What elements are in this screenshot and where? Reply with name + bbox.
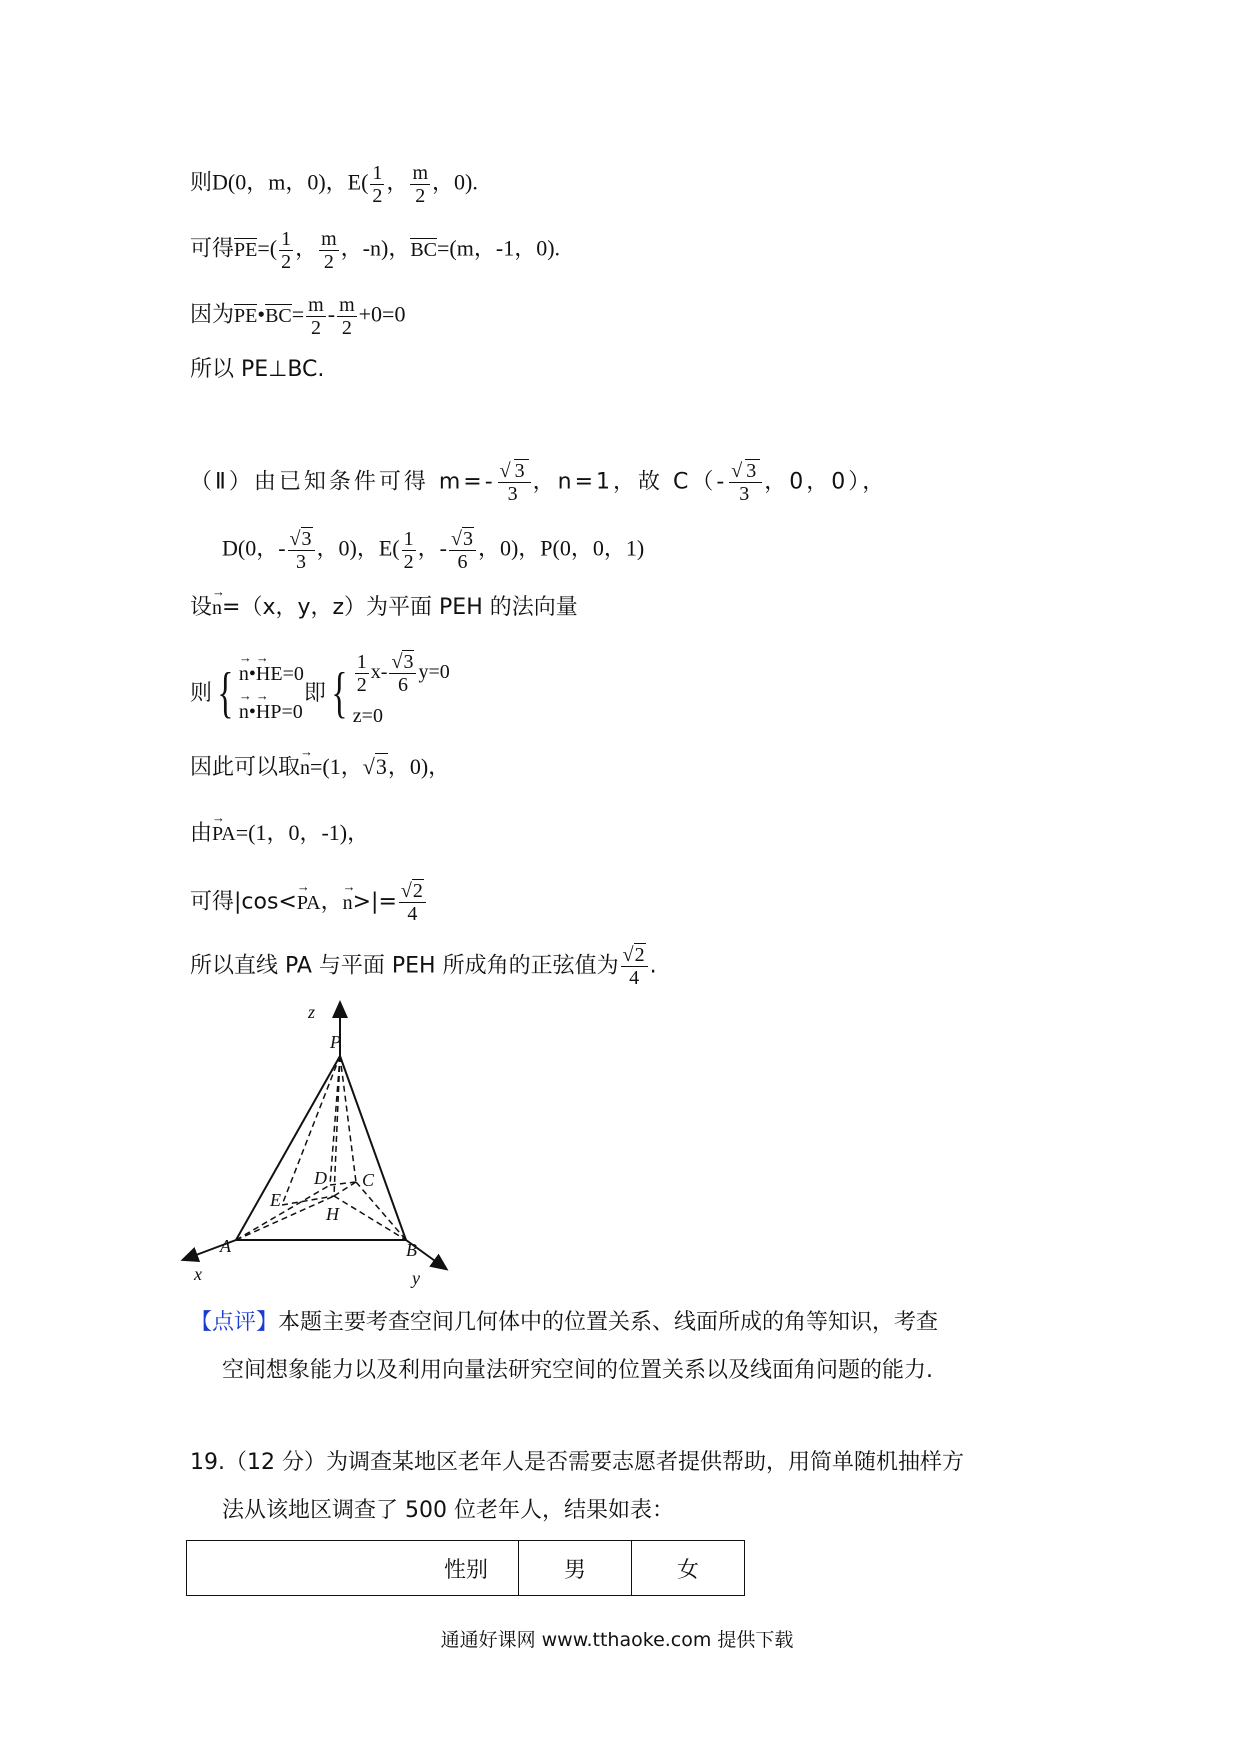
fraction <box>729 460 762 505</box>
footer: 通通好课网 www.tthaoke.com 提供下载 <box>440 1629 794 1651</box>
numerator: √3 <box>288 528 315 551</box>
table-cell-female: 女 <box>632 1541 745 1596</box>
table-cell-male: 男 <box>519 1541 632 1596</box>
line-cosine <box>190 880 428 925</box>
line-conclusion <box>190 944 657 989</box>
survey-table <box>186 1540 745 1596</box>
table-row <box>187 1541 745 1596</box>
system-right <box>353 651 450 736</box>
radicand: 3 <box>514 460 528 482</box>
dot: • <box>248 701 256 723</box>
dot: • <box>257 301 266 327</box>
line-choose-n <box>190 752 450 783</box>
text: ，0)， <box>387 754 451 779</box>
vector-hp: → HP <box>256 693 282 731</box>
text: y=0 <box>418 660 450 683</box>
edge-pc <box>340 1056 356 1182</box>
fraction <box>279 228 293 273</box>
text: =(m，-1，0). <box>437 235 561 261</box>
vector-pe: PE <box>234 304 258 327</box>
denominator: 2 <box>356 673 367 696</box>
numerator: 1 <box>403 528 414 550</box>
text: D(0， <box>222 535 279 561</box>
text: 设 <box>190 595 213 620</box>
fraction <box>370 162 384 207</box>
fraction <box>449 528 476 573</box>
text: ，0)，E( <box>316 535 400 561</box>
line-pe-perp-bc: 所以 PE⊥BC. <box>190 357 325 382</box>
text: 因此可以取 <box>190 755 301 780</box>
line-vector-pa <box>190 818 369 849</box>
numerator: m <box>321 228 337 250</box>
vector-n: → n <box>343 888 353 918</box>
denominator: 2 <box>403 551 414 573</box>
text: ， <box>320 889 343 915</box>
radicand: 3 <box>746 460 760 482</box>
text: ，- <box>417 535 447 561</box>
line-vectors-pe-bc: 可得PE=( $\frac{1}{2}$ ， $\frac{m}{2}$ ，-n)，BC=(m，-1，0). <box>190 228 561 273</box>
numerator: m <box>339 294 355 316</box>
edge-hb <box>334 1196 406 1240</box>
numerator: 1 <box>356 650 367 673</box>
line-equation-system <box>190 650 450 736</box>
denominator: 3 <box>507 483 521 505</box>
vector-bc: BC <box>265 304 292 327</box>
fraction <box>355 651 369 696</box>
line-part2-given <box>190 460 887 505</box>
denominator: 4 <box>629 967 640 989</box>
numerator: √3 <box>449 528 476 551</box>
text: ，0). <box>432 169 478 195</box>
text: 则D(0，m，0)，E( <box>190 169 369 195</box>
text: x- <box>370 660 388 683</box>
text: =0 <box>281 701 303 723</box>
vector-pe: PE <box>234 238 258 261</box>
pyramid-figure <box>180 1000 460 1300</box>
denominator: 2 <box>323 251 334 273</box>
text: 可得|cos< <box>190 889 297 915</box>
vector-pa: → PA <box>212 819 236 849</box>
label-z: z <box>308 1002 316 1022</box>
fraction <box>319 228 339 273</box>
left-brace: { <box>331 662 348 724</box>
text: =0 <box>282 663 304 685</box>
text: ，-n)， <box>340 235 411 261</box>
text: 可得 <box>190 235 235 261</box>
edge-ah <box>236 1196 334 1240</box>
fraction <box>399 880 426 925</box>
numerator: m <box>412 162 428 184</box>
text: ，0)，P(0，0，1) <box>477 535 645 561</box>
text: =(1， <box>310 754 363 779</box>
label-a: A <box>220 1236 231 1256</box>
fraction <box>389 651 416 696</box>
label-e: E <box>270 1190 281 1210</box>
vector-he: → HE <box>256 655 283 693</box>
text: - <box>484 469 496 495</box>
dot: • <box>248 663 256 685</box>
fraction <box>410 162 430 207</box>
denominator: 2 <box>415 185 426 207</box>
denominator: 6 <box>397 673 408 696</box>
label-d: D <box>314 1168 327 1188</box>
system-left <box>239 655 304 731</box>
text: . <box>649 953 657 979</box>
left-brace: { <box>217 662 234 724</box>
denominator: 2 <box>341 317 352 339</box>
edge-pa <box>236 1056 340 1240</box>
text: 由 <box>190 821 213 846</box>
equation-row <box>353 651 450 696</box>
text: =（x，y，z）为平面 PEH 的法向量 <box>222 595 578 620</box>
dashed-edges <box>236 1056 406 1240</box>
numerator: √2 <box>621 944 648 967</box>
numerator: √3 <box>498 460 531 483</box>
edge-hc <box>334 1182 356 1196</box>
radicand: 3 <box>462 528 473 550</box>
vector-n: → n <box>300 753 310 783</box>
vector-pa: → PA <box>297 888 321 918</box>
fraction <box>306 294 326 339</box>
text: - <box>278 535 286 561</box>
q19-line-2: 法从该地区调查了 500 位老年人，结果如表： <box>222 1498 674 1523</box>
text: ，0，0）， <box>764 469 888 495</box>
radicand: 3 <box>403 650 414 673</box>
text: 即 <box>303 680 326 705</box>
text: = <box>291 301 305 327</box>
edge-cb <box>356 1182 406 1240</box>
denominator: 2 <box>310 317 321 339</box>
edge-pd <box>330 1056 340 1185</box>
edge-pb <box>340 1056 406 1240</box>
table-cell-gender: 性别 <box>187 1541 519 1596</box>
denominator: 3 <box>739 483 753 505</box>
line-d-e-coords: 则D(0，m，0)，E( $\frac{1}{2}$ ， $\frac{m}{2}$ ，0). <box>190 162 478 207</box>
label-c: C <box>362 1170 375 1190</box>
numerator: √2 <box>399 880 426 903</box>
label-x: x <box>194 1264 202 1284</box>
numerator: √3 <box>729 460 762 483</box>
text: 则 <box>190 680 213 705</box>
vector-n: → n <box>239 655 249 693</box>
edge-ad <box>236 1185 330 1240</box>
text: 本题主要考查空间几何体中的位置关系、线面所成的角等知识，考查 <box>278 1310 939 1335</box>
vector-n: → n <box>212 593 222 623</box>
numerator: √3 <box>389 651 416 674</box>
text: =( <box>257 235 278 261</box>
edge-pe <box>282 1056 340 1205</box>
fraction <box>402 528 416 573</box>
equation-row: z=0 <box>352 704 383 727</box>
denominator: 2 <box>372 185 383 207</box>
equation-row <box>239 693 304 731</box>
comment-tag: 【点评】 <box>190 1310 279 1335</box>
label-h: H <box>326 1204 339 1224</box>
text: - <box>327 301 336 327</box>
q19-line-1: 19.（12 分）为调查某地区老年人是否需要志愿者提供帮助，用简单随机抽样方 <box>190 1450 964 1475</box>
denominator: 4 <box>407 903 418 925</box>
vector-bc: BC <box>410 238 438 261</box>
fraction <box>337 294 357 339</box>
comment-line-1 <box>190 1308 938 1338</box>
radicand: 3 <box>301 528 312 550</box>
fraction <box>288 528 315 573</box>
comment-line-2: 空间想象能力以及利用向量法研究空间的位置关系以及线面角问题的能力. <box>222 1358 933 1383</box>
numerator: 1 <box>281 228 292 250</box>
denominator: 3 <box>296 551 307 573</box>
label-p: P <box>330 1032 341 1052</box>
fraction <box>621 944 648 989</box>
denominator: 6 <box>457 551 468 573</box>
denominator: 2 <box>281 251 292 273</box>
text: （Ⅱ）由已知条件可得 m= <box>190 469 485 495</box>
vector-n: → n <box>239 693 249 731</box>
line-dot-product <box>190 294 405 339</box>
numerator: m <box>308 294 324 316</box>
text: 因为 <box>190 301 235 327</box>
line-normal-vector <box>190 593 578 623</box>
label-y: y <box>412 1268 420 1288</box>
sqrt: √3 <box>362 754 387 779</box>
text: =(1，0，-1)， <box>235 820 370 845</box>
fraction <box>498 460 531 505</box>
text: +0=0 <box>358 301 406 327</box>
radicand: 2 <box>634 944 645 966</box>
text: ，n=1，故 C（- <box>532 469 728 495</box>
text: >|= <box>352 889 397 915</box>
numerator: 1 <box>372 162 383 184</box>
radicand: 2 <box>412 880 423 902</box>
label-b: B <box>406 1240 417 1260</box>
text: 所以直线 PA 与平面 PEH 所成角的正弦值为 <box>190 953 619 979</box>
line-coords-d-e-p <box>222 528 644 573</box>
radicand: 3 <box>375 754 387 779</box>
